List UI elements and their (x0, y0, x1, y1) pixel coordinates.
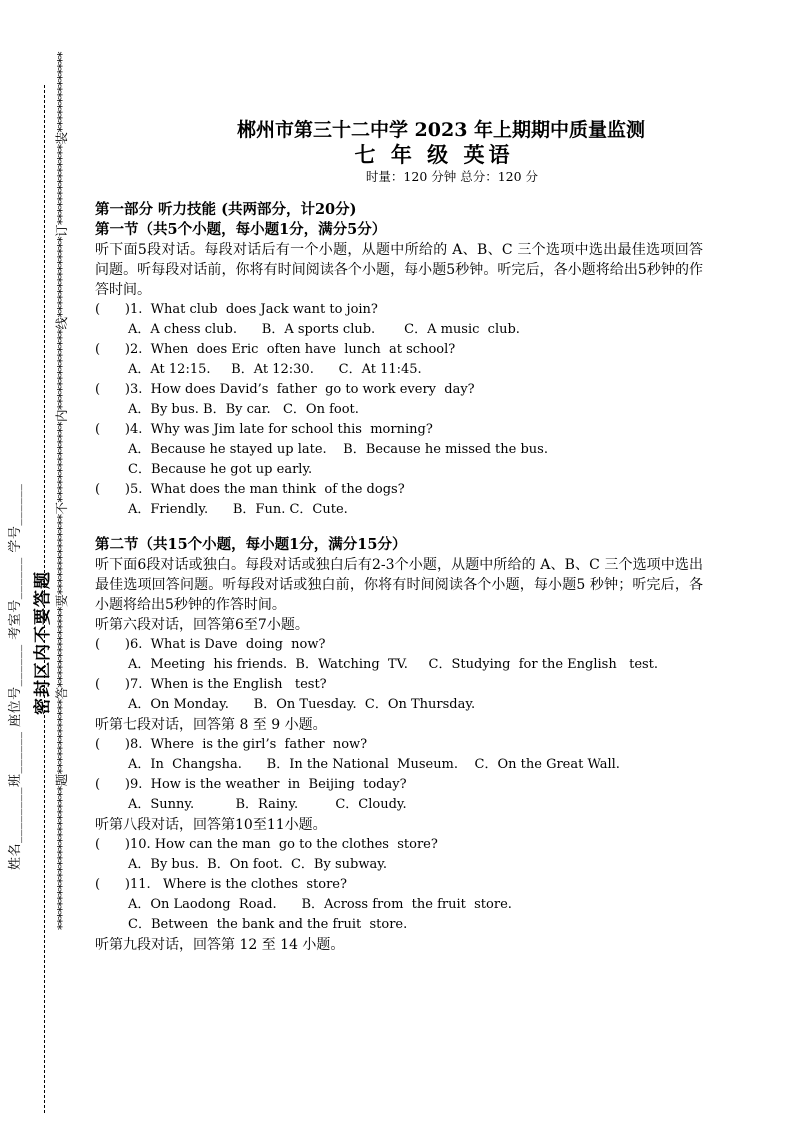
question-5: ( )5. What does the man think of the dogs? (95, 482, 405, 497)
question-7-options: A．On Monday. B．On Tuesday. C．On Thursday. (128, 697, 476, 712)
binding-warning: 密封区内不要答题 (33, 571, 53, 715)
exam-title: 郴州市第三十二中学 2023 年上期期中质量监测 (236, 119, 646, 141)
question-10: ( )10. How can the man go to the clothes store? (95, 837, 438, 852)
question-7: ( )7. When is the English test? (95, 677, 327, 692)
section1-questions (95, 300, 703, 520)
section1-title: 第一节（共5个小题，每小题1分，满分5分） (95, 221, 387, 238)
exam-meta: 时量：120 分钟 总分：120 分 (365, 169, 539, 184)
question-2-options: A．At 12:15. B．At 12:30. C．At 11:45. (128, 362, 422, 377)
question-3-options: A．By bus. B．By car. C．On foot. (128, 402, 359, 417)
question-6: ( )6. What is Dave doing now? (95, 637, 326, 652)
question-8: ( )8. Where is the girl’s father now? (95, 737, 368, 752)
question-11-options-line2: C．Between the bank and the fruit store. (128, 917, 408, 932)
section2-group-6-7 (95, 615, 703, 715)
part1-title: 第一部分 听力技能 (共两部分，计20分) (95, 201, 357, 218)
question-9: ( )9. How is the weather in Beijing today? (95, 777, 407, 792)
question-3: ( )3. How does David’s father go to work every day? (95, 382, 475, 397)
question-8-options: A．In Changsha. B．In the National Museum. C．On the Great Wall. (128, 757, 620, 772)
question-2: ( )2. When does Eric often have lunch at school? (95, 342, 456, 357)
group-heading: 听第七段对话，回答第 8 至 9 小题。 (95, 717, 327, 733)
section2-title: 第二节（共15个小题，每小题1分，满分15分） (95, 536, 407, 553)
question-4-options-line2: C．Because he got up early. (128, 462, 313, 477)
question-11: ( )11. Where is the clothes store? (95, 877, 347, 892)
question-9-options: A．Sunny. B．Rainy. C．Cloudy. (128, 797, 407, 812)
question-10-options: A．By bus. B．On foot. C．By subway. (128, 857, 387, 872)
group-heading: 听第六段对话，回答第6至7小题。 (95, 617, 309, 633)
binding-fields: 姓名________班______ 座位号______ 考室号______ 学号______ (8, 483, 23, 870)
section1-instruction: 听下面5段对话。每段对话后有一个小题，从题中所给的 A、B、C 三个选项中选出最佳选项回答问题。听每段对话前，你将有时间阅读各个小题，每小题5秒钟。听完后，各小题将给出5秒钟的作答时间。 (95, 242, 703, 298)
section2-instruction: 听下面6段对话或独白。每段对话或独白后有2-3个小题，从题中所给的 A、B、C 三个选项中选出最佳选项回答问题。听每段对话或独白前，你将有时间阅读各个小题，每小题5 秒钟；听完后，各小题将给出5秒钟的作答时间。 (95, 557, 703, 613)
section2-group-10-11 (95, 815, 703, 935)
exam-subject: 七 年 级 英语 (354, 142, 514, 167)
binding-dotted-strip: *************************题*************答**************要**************不**************内**************线**************订**************装************** (54, 51, 69, 930)
question-4: ( )4. Why was Jim late for school this morning? (95, 422, 433, 437)
question-5-options: A．Friendly. B．Fun. C．Cute. (128, 502, 348, 517)
question-1-options: A．A chess club. B．A sports club. C．A music club. (128, 322, 520, 337)
exam-page (95, 118, 703, 955)
section2-group-8-9 (95, 715, 703, 815)
group-heading-12-14: 听第九段对话，回答第 12 至 14 小题。 (95, 937, 345, 953)
question-4-options-line1: A．Because he stayed up late. B．Because he missed the bus. (128, 442, 548, 457)
question-1: ( )1. What club does Jack want to join? (95, 302, 378, 317)
question-11-options-line1: A．On Laodong Road. B．Across from the fruit store. (128, 897, 512, 912)
group-heading: 听第八段对话，回答第10至11小题。 (95, 817, 327, 833)
question-6-options: A．Meeting his friends. B．Watching TV. C．Studying for the English test. (128, 657, 659, 672)
